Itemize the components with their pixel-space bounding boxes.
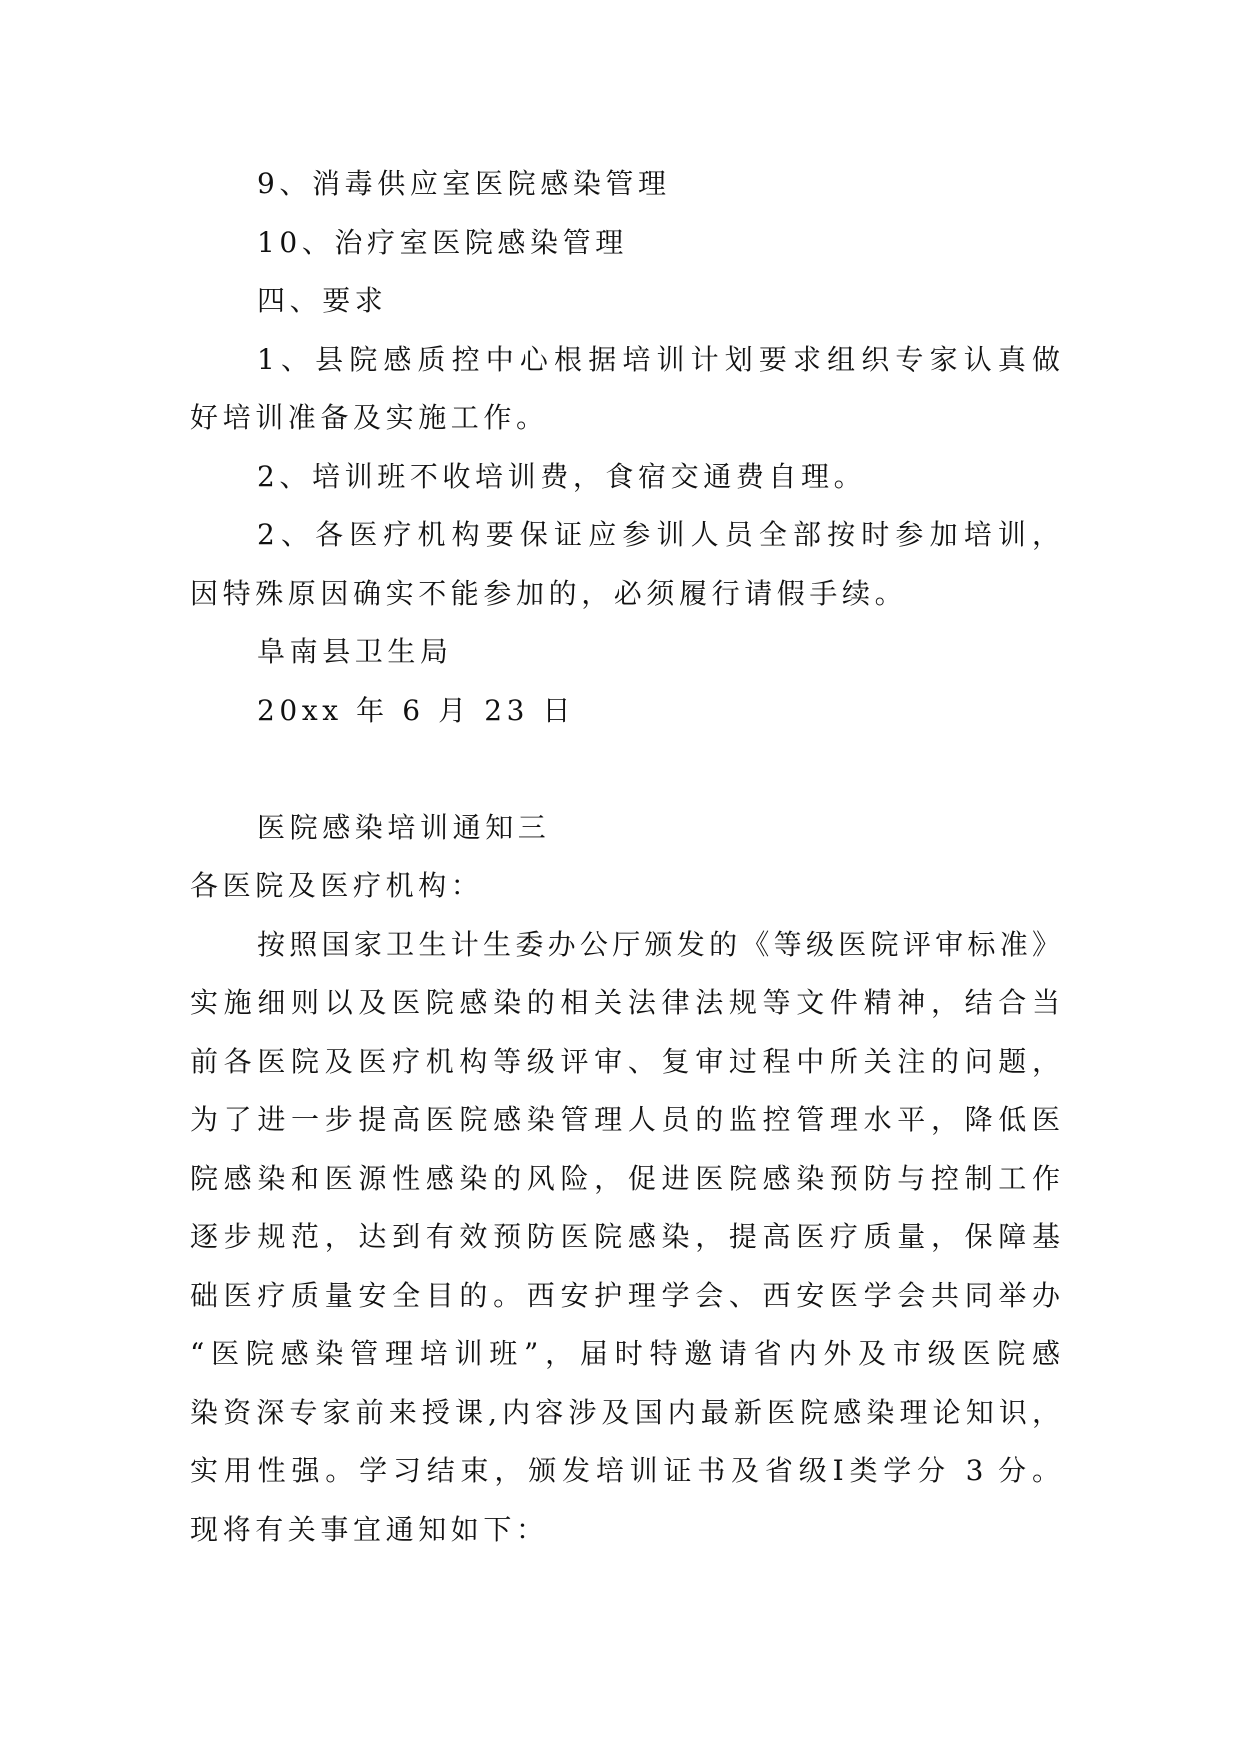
document-page: [190, 155, 1060, 1559]
text-line: 院感染和医源性感染的风险，促进医院感染预防与控制工作: [190, 1161, 1060, 1195]
text-line: 1、县院感质控中心根据培训计划要求组织专家认真做: [257, 342, 1060, 376]
text-line: 因特殊原因确实不能参加的，必须履行请假手续。: [190, 576, 908, 610]
text-line: “医院感染管理培训班”，届时特邀请省内外及市级医院感: [190, 1337, 1060, 1370]
text-line: 阜南县卫生局: [257, 635, 453, 668]
text-line: 实用性强。学习结束，颁发培训证书及省级Ⅰ类学分 3 分。: [190, 1454, 1060, 1487]
text-line: 四、要求: [257, 284, 388, 317]
text-line: 20xx 年 6 月 23 日: [257, 693, 576, 727]
text-line: 为了进一步提高医院感染管理人员的监控管理水平，降低医: [190, 1103, 1060, 1136]
text-line: 10、治疗室医院感染管理: [257, 225, 628, 259]
text-line: 医院感染培训通知三: [257, 810, 551, 844]
text-line: 2、培训班不收培训费，食宿交通费自理。: [257, 459, 867, 493]
text-line: 好培训准备及实施工作。: [190, 401, 549, 434]
text-line: 各医院及医疗机构：: [190, 869, 484, 902]
text-line: 9、消毒供应室医院感染管理: [257, 167, 671, 200]
text-line: 染资深专家前来授课,内容涉及国内最新医院感染理论知识，: [190, 1395, 1060, 1429]
text-line: 按照国家卫生计生委办公厅颁发的《等级医院评审标准》: [257, 927, 1060, 961]
text-line: 逐步规范，达到有效预防医院感染，提高医疗质量，保障基: [190, 1220, 1060, 1253]
text-line: 2、各医疗机构要保证应参训人员全部按时参加培训，: [257, 518, 1060, 551]
text-line: 现将有关事宜通知如下：: [190, 1512, 549, 1546]
section-spacer: [190, 740, 1060, 799]
text-line: 实施细则以及医院感染的相关法律法规等文件精神，结合当: [190, 986, 1060, 1019]
text-line: 前各医院及医疗机构等级评审、复审过程中所关注的问题，: [190, 1044, 1060, 1078]
text-line: 础医疗质量安全目的。西安护理学会、西安医学会共同举办: [190, 1278, 1060, 1312]
